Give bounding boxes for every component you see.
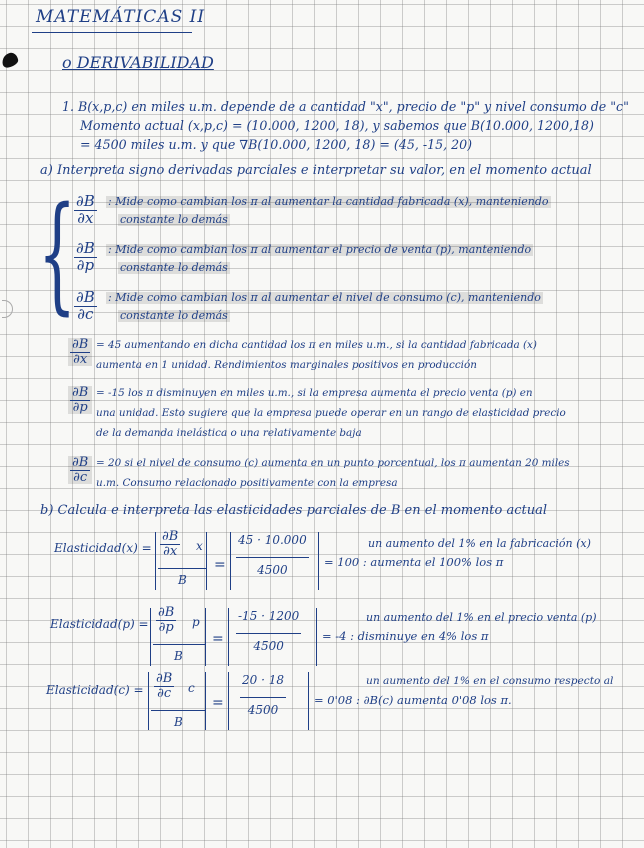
elasticity-p-bar	[153, 644, 205, 645]
abs-bar-left	[228, 672, 229, 730]
abs-bar-right	[308, 672, 309, 730]
brace-item-2-line-1: : Mide como cambian los π al aumentar el precio de venta (p), manteniendo	[108, 243, 532, 256]
problem-line-3: = 4500 miles u.m. y que ∇B(10.000, 1200, 18) = (45, -15, 20)	[80, 137, 473, 152]
abs-bar-left	[150, 608, 151, 666]
equals-sign: =	[214, 557, 226, 573]
partial-derivative-p: ∂B ∂p	[76, 239, 95, 274]
result-x-line-2: aumenta en 1 unidad. Rendimientos marginales positivos en producción	[96, 359, 477, 371]
elasticity-c-label: Elasticidad(c) =	[46, 683, 144, 697]
elasticity-x-note: un aumento del 1% en la fabricación (x)	[368, 537, 591, 550]
brace-item-3-line-1: : Mide como cambian los π al aumentar el nivel de consumo (c), manteniendo	[108, 291, 541, 304]
brace-item-3-line-2: constante lo demás	[120, 309, 228, 322]
page-title: MATEMÁTICAS II	[36, 7, 206, 27]
binder-hole	[2, 300, 13, 318]
result-derivative-p: ∂B ∂p	[68, 386, 92, 414]
problem-line-1: 1. B(x,p,c) en miles u.m. depende de a cantidad "x", precio de "p" y nivel consumo de "c"	[62, 99, 629, 114]
elasticity-x-var: x	[196, 539, 203, 553]
elasticity-c-bar	[151, 710, 205, 711]
section-title: o DERIVABILIDAD	[62, 53, 214, 72]
elasticity-c-B: B	[174, 715, 183, 729]
result-derivative-c: ∂B ∂c	[68, 456, 92, 484]
elasticity-p-substitution: -15 · 1200 4500	[238, 609, 300, 653]
abs-bar-right	[316, 608, 317, 666]
elasticity-p-note: un aumento del 1% en el precio venta (p)	[366, 611, 597, 624]
elasticity-c-substitution: 20 · 18 4500	[242, 673, 284, 717]
abs-bar-right	[318, 532, 319, 590]
abs-bar-right	[206, 532, 207, 590]
curly-brace: {	[38, 181, 77, 329]
equals-sign: =	[212, 695, 224, 711]
abs-bar-left	[148, 672, 149, 730]
result-derivative-x: ∂B ∂x	[68, 338, 92, 366]
elasticity-c-var: c	[188, 681, 195, 695]
problem-line-2: Momento actual (x,p,c) = (10.000, 1200, 18), y sabemos que B(10.000, 1200,18)	[80, 118, 594, 133]
result-p-line-3: de la demanda inelástica o una relativamente baja	[96, 427, 362, 439]
partial-derivative-x: ∂B ∂x	[76, 192, 95, 227]
elasticity-p-B: B	[174, 649, 183, 663]
elasticity-p-derivative: ∂B ∂p	[158, 605, 175, 635]
elasticity-p-result: = -4 : disminuye en 4% los π	[322, 629, 489, 643]
equals-sign: =	[212, 631, 224, 647]
elasticity-x-label: Elasticidad(x) =	[54, 541, 152, 555]
result-c-line-1: = 20 si el nivel de consumo (c) aumenta en un punto porcentual, los π aumentan 20 miles	[96, 457, 570, 469]
elasticity-p-label: Elasticidad(p) =	[50, 617, 149, 631]
partial-derivative-c: ∂B ∂c	[76, 288, 95, 323]
abs-bar-right	[205, 608, 206, 666]
elasticity-x-bar	[158, 568, 206, 569]
result-x-line-1: = 45 aumentando en dicha cantidad los π en miles u.m., si la cantidad fabricada (x)	[96, 339, 537, 351]
brace-item-1-line-2: constante lo demás	[120, 213, 228, 226]
elasticity-x-substitution: 45 · 10.000 4500	[238, 533, 307, 577]
abs-bar-right	[205, 672, 206, 730]
title-underline	[32, 32, 192, 33]
elasticity-x-derivative: ∂B ∂x	[162, 529, 179, 559]
abs-bar-left	[155, 532, 156, 590]
result-p-line-2: una unidad. Esto sugiere que la empresa puede operar en un rango de elasticidad precio	[96, 407, 566, 419]
elasticity-c-result: = 0'08 : ∂B(c) aumenta 0'08 los π.	[314, 693, 512, 707]
brace-item-2-line-2: constante lo demás	[120, 261, 228, 274]
elasticity-c-derivative: ∂B ∂c	[156, 671, 173, 701]
ink-blot	[1, 51, 20, 68]
elasticity-x-B: B	[178, 573, 187, 587]
part-b-title: b) Calcula e interpreta las elasticidades parciales de B en el momento actual	[40, 503, 548, 518]
brace-item-1-line-1: : Mide como cambian los π al aumentar la cantidad fabricada (x), manteniendo	[108, 195, 549, 208]
abs-bar-left	[230, 532, 231, 590]
elasticity-p-var: p	[192, 615, 200, 629]
abs-bar-left	[228, 608, 229, 666]
part-a-title: a) Interpreta signo derivadas parciales e interpretar su valor, en el momento actual	[40, 163, 592, 178]
elasticity-c-note: un aumento del 1% en el consumo respecto al	[366, 675, 614, 687]
elasticity-x-result: = 100 : aumenta el 100% los π	[324, 555, 504, 569]
result-p-line-1: = -15 los π disminuyen en miles u.m., si la empresa aumenta el precio venta (p) en	[96, 387, 533, 399]
result-c-line-2: u.m. Consumo relacionado positivamente con la empresa	[96, 477, 398, 489]
